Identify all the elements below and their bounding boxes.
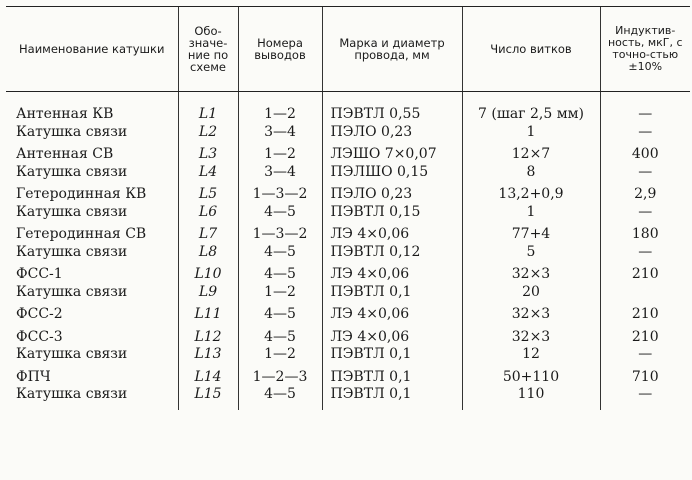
coil-name: ФПЧ: [16, 368, 51, 385]
coil-designation-cell: [178, 92, 238, 144]
coil-designation: L8: [198, 243, 218, 260]
header-wire: Марка и диаметр провода, мм: [322, 7, 462, 92]
table-row-group: [6, 263, 690, 303]
coil-designation: L7: [198, 226, 218, 242]
coil-wire: ЛЭШО 7×0,07: [330, 146, 437, 162]
coil-name: Катушка связи: [16, 346, 128, 362]
coil-turns-cell: [462, 303, 600, 326]
coil-wire: ПЭВТЛ 0,12: [330, 243, 421, 260]
coil-wire: ПЭВТЛ 0,1: [330, 386, 412, 402]
coil-inductance-cell: [600, 303, 690, 326]
table-row-group: [6, 92, 690, 144]
coil-inductance-cell: [600, 183, 690, 223]
table-header: [6, 7, 690, 92]
coil-name: Катушка связи: [16, 123, 128, 140]
coil-designation: L4: [198, 163, 218, 180]
coil-turns: 1: [526, 123, 536, 140]
coil-turns: 20: [522, 283, 540, 300]
coil-name: Катушка связи: [16, 386, 128, 402]
table-row-group: [6, 143, 690, 183]
coil-pins-cell: [238, 92, 322, 144]
coil-name: ФСС-1: [16, 266, 63, 282]
coil-turns: 32×3: [511, 328, 551, 345]
coil-wire: ЛЭ 4×0,06: [330, 266, 410, 282]
coil-designation: L1: [198, 106, 218, 122]
table-row-group: [6, 303, 690, 326]
coil-inductance: —: [638, 106, 653, 122]
coil-turns: 1: [526, 203, 536, 220]
coil-inductance: —: [638, 386, 653, 402]
coil-turns-cell: [462, 326, 600, 366]
coil-turns: 8: [526, 163, 536, 180]
coil-inductance: 210: [631, 266, 659, 282]
coil-inductance: —: [638, 243, 653, 260]
coil-pins: 1—3—2: [252, 226, 308, 242]
coil-name: Катушка связи: [16, 243, 128, 260]
coil-wire: ПЭВТЛ 0,1: [330, 346, 412, 362]
coil-inductance-cell: [600, 223, 690, 263]
header-designation: Обо-значе-ние по схеме: [178, 7, 238, 92]
coil-name-cell: [6, 366, 178, 410]
header-name: Наименование катушки: [6, 7, 178, 92]
header-inductance: Индуктив-ность, мкГ, с точно-стью ±10%: [600, 7, 690, 92]
coil-turns-cell: [462, 263, 600, 303]
coil-pins: 4—5: [264, 243, 296, 260]
table-row-group: [6, 366, 690, 410]
coil-wire: ЛЭ 4×0,06: [330, 226, 410, 242]
coil-pins-cell: [238, 326, 322, 366]
coil-turns-cell: [462, 183, 600, 223]
coil-name: Гетеродинная КВ: [16, 186, 147, 202]
coil-wire: ПЭВТЛ 0,55: [330, 106, 421, 122]
coil-inductance: —: [638, 203, 653, 220]
coil-pins: 4—5: [264, 328, 296, 345]
coil-wire: ПЭВТЛ 0,1: [330, 283, 412, 300]
coil-wire-cell: [322, 326, 462, 366]
coil-pins: 4—5: [264, 306, 296, 322]
coil-name: Катушка связи: [16, 163, 128, 180]
table-row-group: [6, 183, 690, 223]
coil-turns: 13,2+0,9: [498, 186, 564, 202]
coil-designation-cell: [178, 303, 238, 326]
coil-turns: 5: [526, 243, 536, 260]
coil-pins: 1—2: [264, 346, 296, 362]
coil-pins-cell: [238, 183, 322, 223]
coil-turns: 32×3: [511, 306, 551, 322]
coil-pins-cell: [238, 303, 322, 326]
coil-designation-cell: [178, 143, 238, 183]
coil-pins: 3—4: [264, 163, 296, 180]
coil-wire-cell: [322, 143, 462, 183]
coil-inductance-cell: [600, 366, 690, 410]
coil-pins-cell: [238, 223, 322, 263]
coil-name-cell: [6, 303, 178, 326]
coil-name: ФСС-2: [16, 306, 63, 322]
coil-wire-cell: [322, 366, 462, 410]
coil-designation: L3: [198, 146, 218, 162]
coil-turns: 12: [522, 346, 540, 362]
coil-wire-cell: [322, 92, 462, 144]
coil-pins: 4—5: [264, 386, 296, 402]
coil-wire: ПЭВТЛ 0,15: [330, 203, 421, 220]
coil-pins: 1—3—2: [252, 186, 308, 202]
coil-wire-cell: [322, 223, 462, 263]
coil-wire: ПЭЛШО 0,15: [330, 163, 429, 180]
coil-name: Антенная СВ: [16, 146, 114, 162]
coil-wire-cell: [322, 303, 462, 326]
coil-designation: L2: [198, 123, 218, 140]
header-turns: Число витков: [462, 7, 600, 92]
coil-designation: L12: [194, 328, 222, 345]
coil-inductance: 2,9: [634, 186, 657, 202]
coil-wire-cell: [322, 183, 462, 223]
coil-inductance-cell: [600, 326, 690, 366]
coil-name-cell: [6, 183, 178, 223]
coil-inductance-cell: [600, 92, 690, 144]
coil-inductance: 710: [631, 368, 659, 385]
coil-designation: L14: [194, 368, 222, 385]
table-body: [6, 92, 690, 410]
coil-designation: L10: [194, 266, 222, 282]
coil-inductance-cell: [600, 263, 690, 303]
coil-pins: 4—5: [264, 203, 296, 220]
coil-turns: 110: [517, 386, 545, 402]
coil-pins-cell: [238, 263, 322, 303]
coil-inductance: —: [638, 163, 653, 180]
coil-designation-cell: [178, 183, 238, 223]
coil-wire: ЛЭ 4×0,06: [330, 328, 410, 345]
coil-pins: 1—2: [264, 106, 296, 122]
coil-name-cell: [6, 143, 178, 183]
coil-designation: L13: [194, 346, 222, 362]
coil-turns-cell: [462, 366, 600, 410]
coil-designation: L5: [198, 186, 218, 202]
coil-turns: 77+4: [511, 226, 551, 242]
coil-designation: L6: [198, 203, 218, 220]
coil-table: [6, 6, 690, 410]
coil-turns: 12×7: [511, 146, 551, 162]
coil-inductance: 400: [631, 146, 659, 162]
coil-turns: 7 (шаг 2,5 мм): [478, 106, 584, 122]
coil-turns-cell: [462, 223, 600, 263]
coil-wire: ПЭЛО 0,23: [330, 123, 413, 140]
coil-name-cell: [6, 223, 178, 263]
coil-designation: L11: [194, 306, 222, 322]
coil-inductance: —: [638, 346, 653, 362]
table-row-group: [6, 223, 690, 263]
coil-inductance: [605, 284, 687, 302]
coil-designation-cell: [178, 223, 238, 263]
coil-designation: L15: [194, 386, 222, 402]
coil-inductance: 210: [631, 328, 659, 345]
coil-pins: 1—2—3: [252, 368, 308, 385]
coil-pins: 3—4: [264, 123, 296, 140]
coil-name: Антенная КВ: [16, 106, 114, 122]
table-row-group: [6, 326, 690, 366]
coil-name: Катушка связи: [16, 203, 128, 220]
header-pins: Номера выводов: [238, 7, 322, 92]
coil-pins: 1—2: [264, 283, 296, 300]
coil-name: ФСС-3: [16, 328, 63, 345]
coil-pins: 4—5: [264, 266, 296, 282]
coil-inductance: 210: [631, 306, 659, 322]
coil-designation-cell: [178, 366, 238, 410]
coil-name-cell: [6, 92, 178, 144]
coil-pins-cell: [238, 366, 322, 410]
coil-inductance-cell: [600, 143, 690, 183]
coil-pins: 1—2: [264, 146, 296, 162]
coil-wire-cell: [322, 263, 462, 303]
coil-name: Катушка связи: [16, 283, 128, 300]
coil-designation: L9: [198, 283, 218, 300]
coil-wire: ПЭВТЛ 0,1: [330, 368, 412, 385]
coil-name-cell: [6, 326, 178, 366]
coil-name-cell: [6, 263, 178, 303]
coil-inductance: 180: [631, 226, 659, 242]
coil-name: Гетеродинная СВ: [16, 226, 147, 242]
coil-turns: 50+110: [502, 368, 560, 385]
coil-pins-cell: [238, 143, 322, 183]
coil-wire: ПЭЛО 0,23: [330, 186, 413, 202]
coil-turns-cell: [462, 143, 600, 183]
coil-wire: ЛЭ 4×0,06: [330, 306, 410, 322]
coil-designation-cell: [178, 326, 238, 366]
coil-designation-cell: [178, 263, 238, 303]
coil-turns-cell: [462, 92, 600, 144]
coil-turns: 32×3: [511, 266, 551, 282]
coil-inductance: —: [638, 123, 653, 140]
